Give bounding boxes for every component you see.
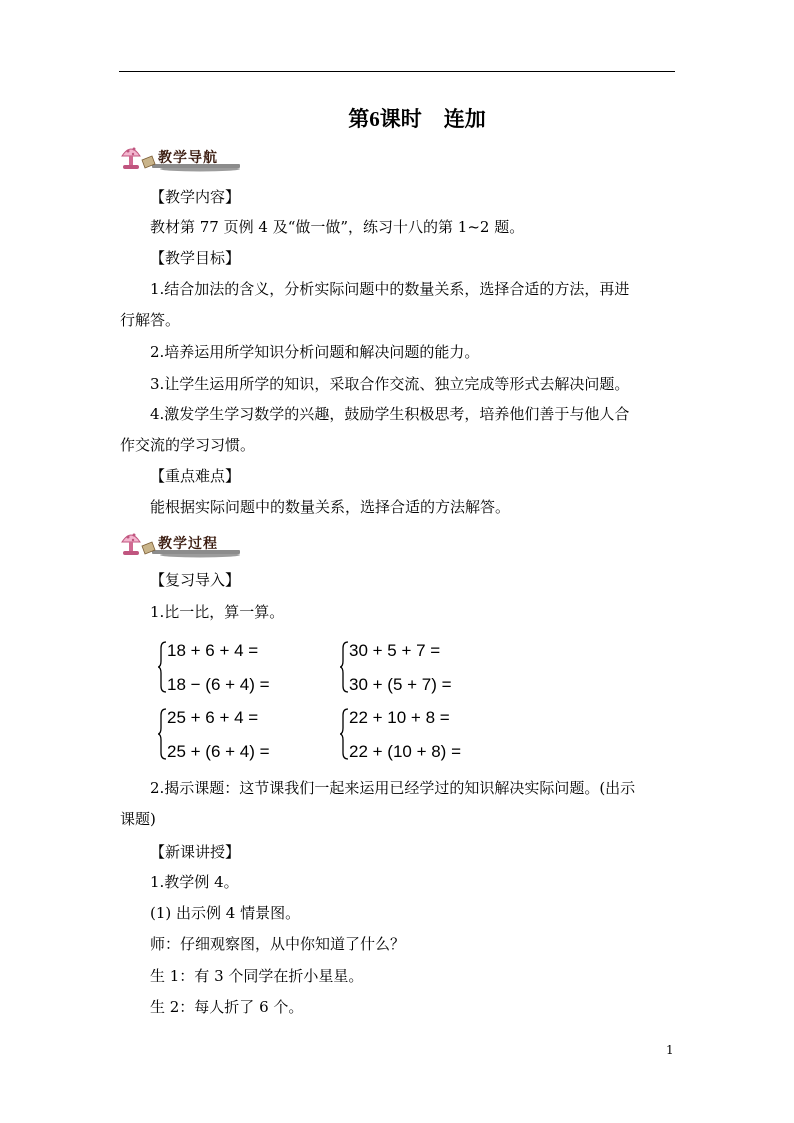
- key-text: 能根据实际问题中的数量关系，选择合适的方法解答。: [150, 498, 511, 516]
- goal-4-line-1: 4.激发学生学习数学的兴趣，鼓励学生积极思考，培养他们善于与他人合: [150, 405, 630, 423]
- goal-3: 3.让学生运用所学的知识，采取合作交流、独立完成等形式去解决问题。: [150, 375, 630, 393]
- teaching-nav-badge: [118, 140, 242, 174]
- content-heading: 【教学内容】: [150, 188, 241, 206]
- review-item-2-line-1: 2.揭示课题：这节课我们一起来运用已经学过的知识解决实际问题。(出示: [150, 779, 636, 797]
- eq-c2: 25 + (6 + 4) =: [167, 742, 270, 761]
- title-topic: 连加: [443, 107, 486, 131]
- review-item-2-line-2: 课题): [120, 810, 156, 828]
- title-lesson: 第: [348, 107, 370, 131]
- eq-a1: 18 + 6 + 4 =: [167, 641, 259, 660]
- goal-4-line-2: 作交流的学习习惯。: [120, 436, 256, 454]
- new-item-1: 1.教学例 4。: [150, 873, 239, 891]
- student-1-line: 生 1：有 3 个同学在折小星星。: [150, 967, 364, 985]
- review-item-1: 1.比一比，算一算。: [150, 603, 285, 621]
- teaching-nav-label: 教学导航: [158, 150, 218, 166]
- title-unit: 课时: [379, 107, 422, 131]
- teaching-process-label: 教学过程: [158, 536, 218, 552]
- new-item-1-sub: (1) 出示例 4 情景图。: [150, 904, 301, 922]
- content-text: 教材第 77 页例 4 及“做一做”，练习十八的第 1~2 题。: [150, 218, 525, 236]
- header-rule: [119, 71, 675, 72]
- new-heading: 【新课讲授】: [150, 843, 241, 861]
- goal-1-line-2: 行解答。: [120, 311, 181, 329]
- page-number: 1: [666, 1043, 674, 1057]
- goal-1-line-1: 1.结合加法的含义，分析实际问题中的数量关系，选择合适的方法，再进: [150, 280, 630, 298]
- review-heading: 【复习导入】: [150, 571, 241, 589]
- goal-2: 2.培养运用所学知识分析问题和解决问题的能力。: [150, 343, 480, 361]
- title-number: 6: [369, 107, 380, 131]
- goals-heading: 【教学目标】: [150, 249, 241, 267]
- eq-c1: 25 + 6 + 4 =: [167, 708, 259, 727]
- key-heading: 【重点难点】: [150, 467, 241, 485]
- teaching-process-badge: [118, 526, 242, 560]
- eq-b1: 30 + 5 + 7 =: [349, 641, 441, 660]
- teacher-line: 师：仔细观察图，从中你知道了什么？: [150, 935, 406, 953]
- eq-d2: 22 + (10 + 8) =: [349, 742, 461, 761]
- student-2-line: 生 2：每人折了 6 个。: [150, 998, 304, 1016]
- eq-a2: 18 − (6 + 4) =: [167, 675, 270, 694]
- eq-b2: 30 + (5 + 7) =: [349, 675, 452, 694]
- page-title: [0, 103, 794, 133]
- eq-d1: 22 + 10 + 8 =: [349, 708, 450, 727]
